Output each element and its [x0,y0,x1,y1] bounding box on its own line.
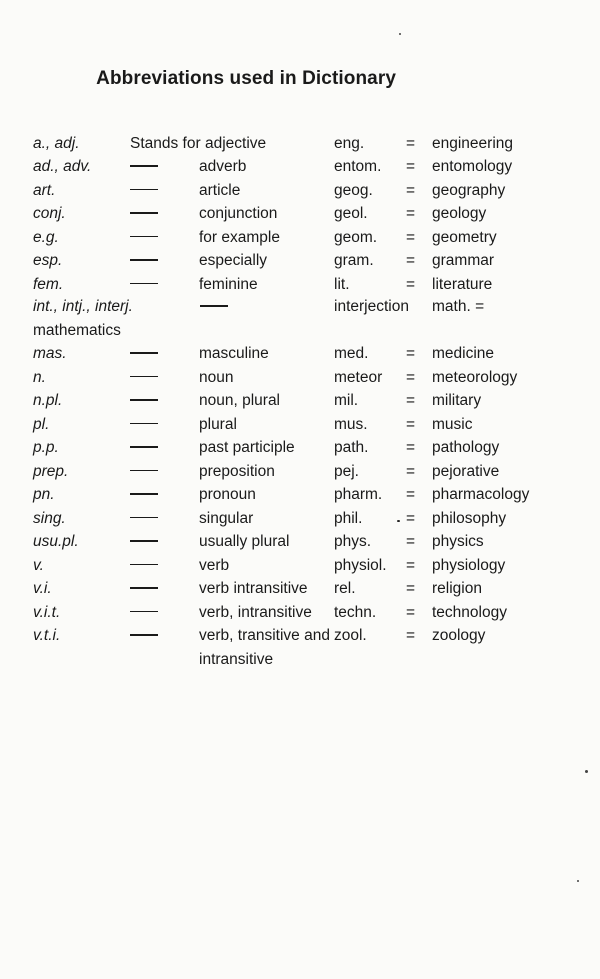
right-abbreviation: med. [334,345,369,362]
meaning: pronoun [199,486,256,503]
abbreviation: a., adj. [33,135,80,152]
dash-separator [130,389,158,412]
table-row [0,202,600,225]
dash-separator [130,460,158,483]
equals-sign: = [406,205,416,222]
meaning: preposition [199,462,275,480]
abbreviation: e.g. [33,228,59,246]
abbreviation: pn. [33,486,55,503]
abbreviation: usu.pl. [33,533,79,550]
dash-separator [130,554,158,577]
abbreviation: v.i.t. [33,603,61,621]
equals-sign: = [406,439,416,456]
meaning: masculine [199,345,269,362]
right-abbreviation: meteor [334,368,383,386]
meaning: adverb [199,158,247,175]
table-row [0,554,600,577]
abbreviation: fem. [33,275,64,293]
dash-separator [200,295,228,318]
meaning: usually plural [199,533,290,550]
right-abbreviation: entom. [334,158,382,175]
right-abbreviation: geog. [334,181,373,199]
table-row [0,460,600,483]
right-meaning: physiology [432,556,506,574]
table-row [0,530,600,553]
right-abbreviation: gram. [334,252,374,269]
right-abbreviation: mil. [334,392,359,409]
table-row [0,226,600,249]
table-row [0,273,600,296]
table-row [0,624,600,647]
dash-separator [130,342,158,365]
right-abbreviation: phys. [334,533,372,550]
meaning: verb, transitive and [199,627,330,644]
continuation-text: mathematics [33,322,121,339]
table-row [0,342,600,365]
dash-separator [130,624,158,647]
continuation-text: intransitive [199,650,274,668]
right-meaning: philosophy [432,509,507,527]
abbreviation: pl. [33,415,50,433]
table-row [0,483,600,506]
right-meaning: military [432,392,482,409]
right-meaning: music [432,415,473,433]
equals-sign: = [406,580,416,597]
dash-separator [130,507,158,530]
meaning: noun, plural [199,392,281,409]
right-abbreviation: physiol. [334,556,387,574]
right-meaning: meteorology [432,368,518,386]
right-abbreviation: zool. [334,627,367,644]
right-meaning: pathology [432,439,500,456]
stands-for-label: Stands for [130,135,201,152]
abbreviation: n. [33,368,46,386]
meaning: feminine [199,275,258,293]
right-meaning: entomology [432,158,513,175]
table-row [0,366,600,389]
dash-separator [130,273,158,296]
equals-sign: = [406,275,416,293]
right-meaning: literature [432,275,493,293]
table-row [0,389,600,412]
right-abbreviation: pej. [334,462,359,480]
equals-sign: = [406,462,416,480]
meaning: adjective [205,135,267,152]
right-meaning: zoology [432,627,486,644]
abbreviation: n.pl. [33,392,63,409]
meaning: singular [199,509,254,527]
abbreviation: p.p. [33,439,59,456]
right-abbreviation: eng. [334,135,365,152]
meaning: noun [199,368,234,386]
right-meaning: geography [432,181,506,199]
scan-speck [577,880,579,882]
dash-separator [130,436,158,459]
right-meaning: religion [432,580,482,597]
right-abbreviation: interjection [334,298,409,315]
table-row [0,413,600,436]
right-meaning: physics [432,533,484,550]
table-row [0,507,600,530]
dash-separator [130,601,158,624]
dash-separator [130,483,158,506]
equals-sign: = [406,181,416,199]
equals-sign: = [406,556,416,574]
scan-speck [585,770,588,773]
table-row [0,295,600,318]
equals-sign: = [406,533,416,550]
right-abbreviation: lit. [334,275,350,293]
right-abbreviation: geom. [334,228,378,246]
table-row [0,155,600,178]
equals-sign: = [406,135,416,152]
dash-separator [130,226,158,249]
abbreviation: ad., adv. [33,158,92,175]
right-meaning: pharmacology [432,486,530,503]
equals-sign: = [406,158,416,175]
dash-separator [130,249,158,272]
dash-separator [130,155,158,178]
right-abbreviation: phil. [334,509,363,527]
abbreviation: mas. [33,345,67,362]
meaning: for example [199,228,280,246]
meaning: past participle [199,439,295,456]
meaning: verb intransitive [199,580,308,597]
right-abbreviation: pharm. [334,486,383,503]
abbreviation: sing. [33,509,66,527]
right-abbreviation: path. [334,439,369,456]
dash-separator [130,179,158,202]
equals-sign: = [406,252,416,269]
abbreviation: v.i. [33,580,52,597]
abbreviation: conj. [33,205,66,222]
meaning: plural [199,415,237,433]
meaning: especially [199,252,268,269]
right-meaning: technology [432,603,507,621]
equals-sign: = [406,345,416,362]
abbreviation: v. [33,556,44,574]
equals-sign: = [406,603,416,621]
meaning: article [199,181,241,199]
meaning: conjunction [199,205,278,222]
right-meaning: engineering [432,135,514,152]
right-abbreviation: techn. [334,603,377,621]
equals-sign: = [406,228,416,246]
scan-speck [397,520,400,522]
dash-separator [130,366,158,389]
abbreviation: art. [33,181,56,199]
dash-separator [130,530,158,553]
right-meaning: math. = [432,298,485,315]
equals-sign: = [406,509,416,527]
right-meaning: geology [432,205,487,222]
table-row [0,179,600,202]
equals-sign: = [406,486,416,503]
table-row [0,249,600,272]
equals-sign: = [406,415,416,433]
right-meaning: geometry [432,228,497,246]
equals-sign: = [406,627,416,644]
page-title: Abbreviations used in Dictionary [96,68,396,89]
equals-sign: = [406,368,416,386]
dash-separator [130,202,158,225]
abbreviation: v.t.i. [33,627,61,644]
right-abbreviation: geol. [334,205,368,222]
right-meaning: pejorative [432,462,500,480]
scan-speck [399,33,401,35]
right-abbreviation: mus. [334,415,368,433]
table-row [0,132,600,155]
right-abbreviation: rel. [334,580,356,597]
meaning: verb, intransitive [199,603,312,621]
abbreviation: prep. [33,462,69,480]
meaning: verb [199,556,230,574]
table-row [0,436,600,459]
dash-separator [130,577,158,600]
abbreviation: esp. [33,252,63,269]
equals-sign: = [406,392,416,409]
table-row [0,601,600,624]
right-meaning: grammar [432,252,495,269]
dash-separator [130,413,158,436]
right-meaning: medicine [432,345,495,362]
abbreviation: int., intj., interj. [33,298,133,315]
table-row [0,577,600,600]
